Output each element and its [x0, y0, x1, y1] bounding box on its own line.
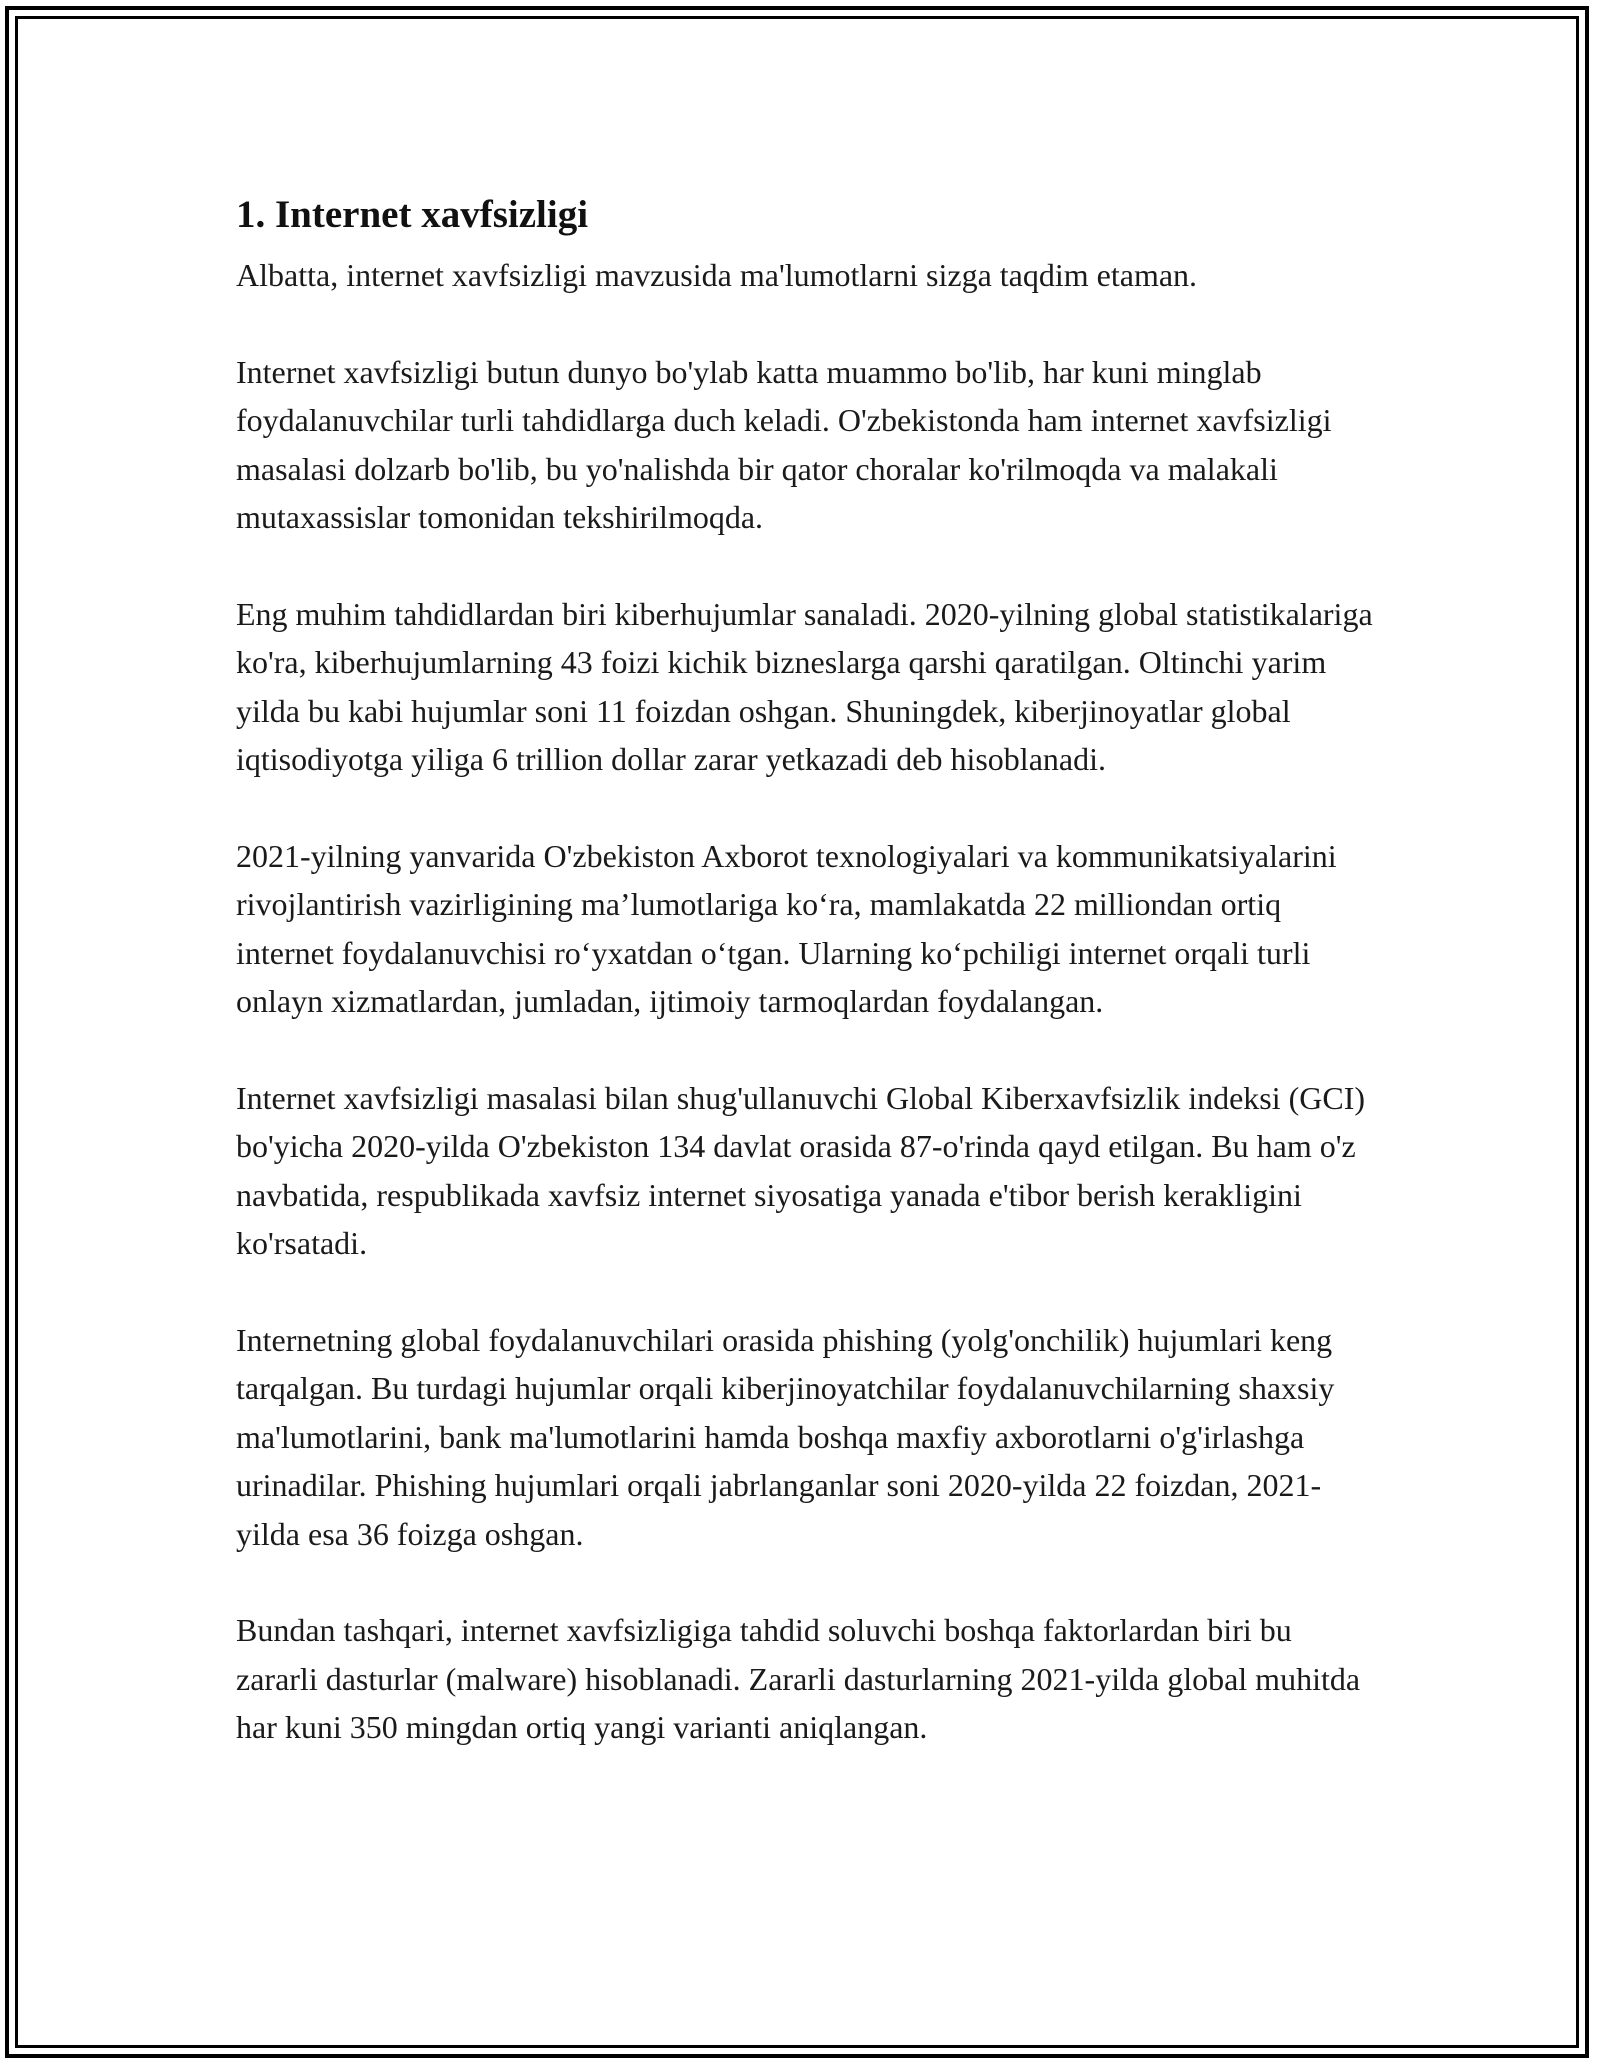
paragraph-overview: Internet xavfsizligi butun dunyo bo'ylab katta muammo bo'lib, har kuni minglab foydalanuvchilar turli tahdidlarga duch keladi. O'zbekistonda ham internet xavfsizligi masalasi dolzarb bo'lib, bu yo'nalishda bir qator choralar ko'rilmoqda va malakali mutaxassislar tomonidan tekshirilmoqda. [236, 353, 1332, 535]
document-body [236, 185, 1378, 1800]
paragraph-uzbekistan-users: 2021-yilning yanvarida O'zbekiston Axborot texnologiyalari va kommunikatsiyalarini rivojlantirish vazirligining ma’lumotlariga ko‘ra, mamlakatda 22 milliondan ortiq internet foydalanuvchisi ro‘yxatdan o‘tgan. Ularning ko‘pchiligi internet orqali turli onlayn xizmatlardan, jumladan, ijtimoiy tarmoqlardan foydalangan. [236, 837, 1337, 1019]
paragraph-cyberattacks: Eng muhim tahdidlardan biri kiberhujumlar sanaladi. 2020-yilning global statistikalariga ko'ra, kiberhujumlarning 43 foizi kichik bizneslarga qarshi qaratilgan. Oltinchi yarim yilda bu kabi hujumlar soni 11 foizdan oshgan. Shuningdek, kiberjinoyatlar global iqtisodiyotga yiliga 6 trillion dollar zarar yetkazadi deb hisoblanadi. [236, 595, 1373, 777]
paragraph-malware: Bundan tashqari, internet xavfsizligiga tahdid soluvchi boshqa faktorlardan biri bu zararli dasturlar (malware) hisoblanadi. Zararli dasturlarning 2021-yilda global muhitda har kuni 350 mingdan ortiq yangi varianti aniqlangan. [236, 1612, 1361, 1745]
paragraph-intro: Albatta, internet xavfsizligi mavzusida ma'lumotlarni sizga taqdim etaman. [236, 257, 1198, 293]
section-heading: 1. Internet xavfsizligi [236, 193, 589, 236]
paragraph-gci-index: Internet xavfsizligi masalasi bilan shug'ullanuvchi Global Kiberxavfsizlik indeksi (GCI) bo'yicha 2020-yilda O'zbekiston 134 davlat orasida 87-o'rinda qayd etilgan. Bu ham o'z navbatida, respublikada xavfsiz internet siyosatiga yanada e'tibor berish kerakligini ko'rsatadi. [236, 1079, 1366, 1261]
paragraph-phishing: Internetning global foydalanuvchilari orasida phishing (yolg'onchilik) hujumlari keng tarqalgan. Bu turdagi hujumlar orqali kiberjinoyatchilar foydalanuvchilarning shaxsiy ma'lumotlarini, bank ma'lumotlarini hamda boshqa maxfiy axborotlarni o'g'irlashga urinadilar. Phishing hujumlari orqali jabrlanganlar soni 2020-yilda 22 foizdan, 2021-yilda esa 36 foizga oshgan. [236, 1321, 1335, 1552]
